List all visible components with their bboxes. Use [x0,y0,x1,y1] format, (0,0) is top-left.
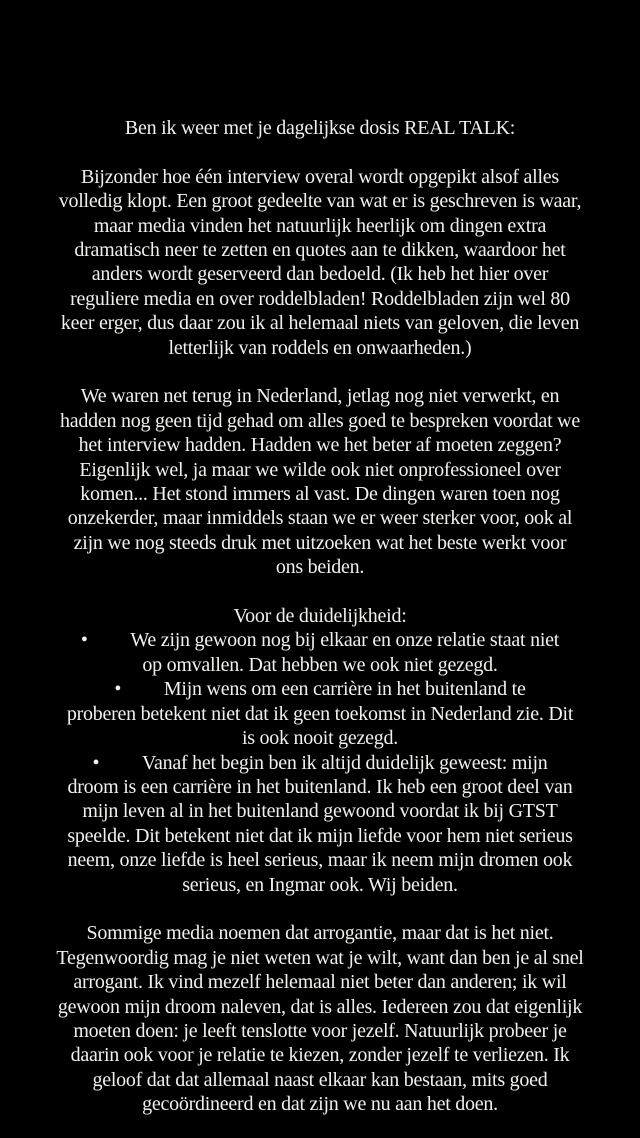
story-line: volledig klopt. Een groot gedeelte van wat er is geschreven is waar, [58,190,582,213]
story-line: Ben ik weer met je dagelijkse dosis REAL TALK: [124,117,516,139]
story-line: speelde. Dit betekent niet dat ik mijn liefde voor hem niet serieus [67,824,573,847]
story-line: droom is een carrière in het buitenland. Ik heb een groot deel van [67,775,573,798]
story-line: onzekerder, maar inmiddels staan we er weer sterker voor, ook al [67,507,573,530]
story-line: • We zijn gewoon nog bij elkaar en onze relatie staat niet [80,629,560,652]
story-line: hadden nog geen tijd gehad om alles goed te bespreken voordat we [60,409,580,432]
story-paragraph-1 [0,116,640,140]
story-line: Eigenlijk wel, ja maar we wilde ook niet onprofessioneel over [79,458,561,481]
story-line: Tegenwoordig mag je niet weten wat je wilt, want dan ben je al snel [56,946,584,969]
story-line: proberen betekent niet dat ik geen toekomst in Nederland zie. Dit [66,702,574,725]
story-line: neem, onze liefde is heel serieus, maar ik neem mijn dromen ook [67,849,573,872]
story-line: • Mijn wens om een carrière in het buitenland te [114,678,526,701]
story-line: reguliere media en over roddelbladen! Roddelbladen zijn wel 80 [70,287,570,310]
story-line: op omvallen. Dat hebben we ook niet gezegd. [142,653,498,676]
story-line: daarin ook voor je relatie te kiezen, zonder jezelf te verliezen. Ik [70,1044,570,1067]
story-paragraph-2 [0,165,640,360]
story-line: • Vanaf het begin ben ik altijd duidelijk geweest: mijn [92,751,548,774]
story-line: mijn leven al in het buitenland gewoond voordat ik bij GTST [82,800,558,823]
story-line: het interview hadden. Hadden we het beter af moeten zeggen? [78,434,562,457]
story-line: serieus, en Ingmar ook. Wij beiden. [182,873,458,896]
story-line: gecoördineerd en dat zijn we nu aan het doen. [142,1093,498,1116]
story-paragraph-3 [0,384,640,579]
story-line: ons beiden. [275,556,365,579]
story-line: moeten doen: je leeft tenslotte voor jezelf. Natuurlijk probeer je [73,1019,567,1042]
story-line: is ook nooit gezegd. [241,727,399,750]
story-line: maar media vinden het natuurlijk heerlijk om dingen extra [93,214,547,237]
story-line: Bijzonder hoe één interview overal wordt opgepikt alsof alles [81,165,559,188]
story-line: Voor de duidelijkheid: [233,605,407,628]
story-line: letterlijk van roddels en onwaarheden.) [168,336,472,359]
story-line: zijn we nog steeds druk met uitzoeken wat het beste werkt voor [73,531,567,554]
story-line: anders wordt geserveerd dan bedoeld. (Ik heb het hier over [91,263,549,286]
story-line: We waren net terug in Nederland, jetlag nog niet verwerkt, en [80,385,560,408]
story-line: gewoon mijn droom naleven, dat is alles. Iedereen zou dat eigenlijk [57,995,583,1018]
story-line: geloof dat dat allemaal naast elkaar kan bestaan, mits goed [92,1068,548,1091]
story-line: arrogant. Ik vind mezelf helemaal niet beter dan anderen; ik wil [73,971,567,994]
story-line: dramatisch neer te zetten en quotes aan te dikken, waardoor het [74,239,566,262]
story-line: keer erger, dus daar zou ik al helemaal niets van geloven, die leven [60,312,580,335]
story-paragraph-5 [0,921,640,1116]
story-paragraph-4 [0,604,640,897]
story-line: komen... Het stond immers al vast. De dingen waren toen nog [80,483,560,506]
story-line: Sommige media noemen dat arrogantie, maar dat is het niet. [86,922,554,945]
